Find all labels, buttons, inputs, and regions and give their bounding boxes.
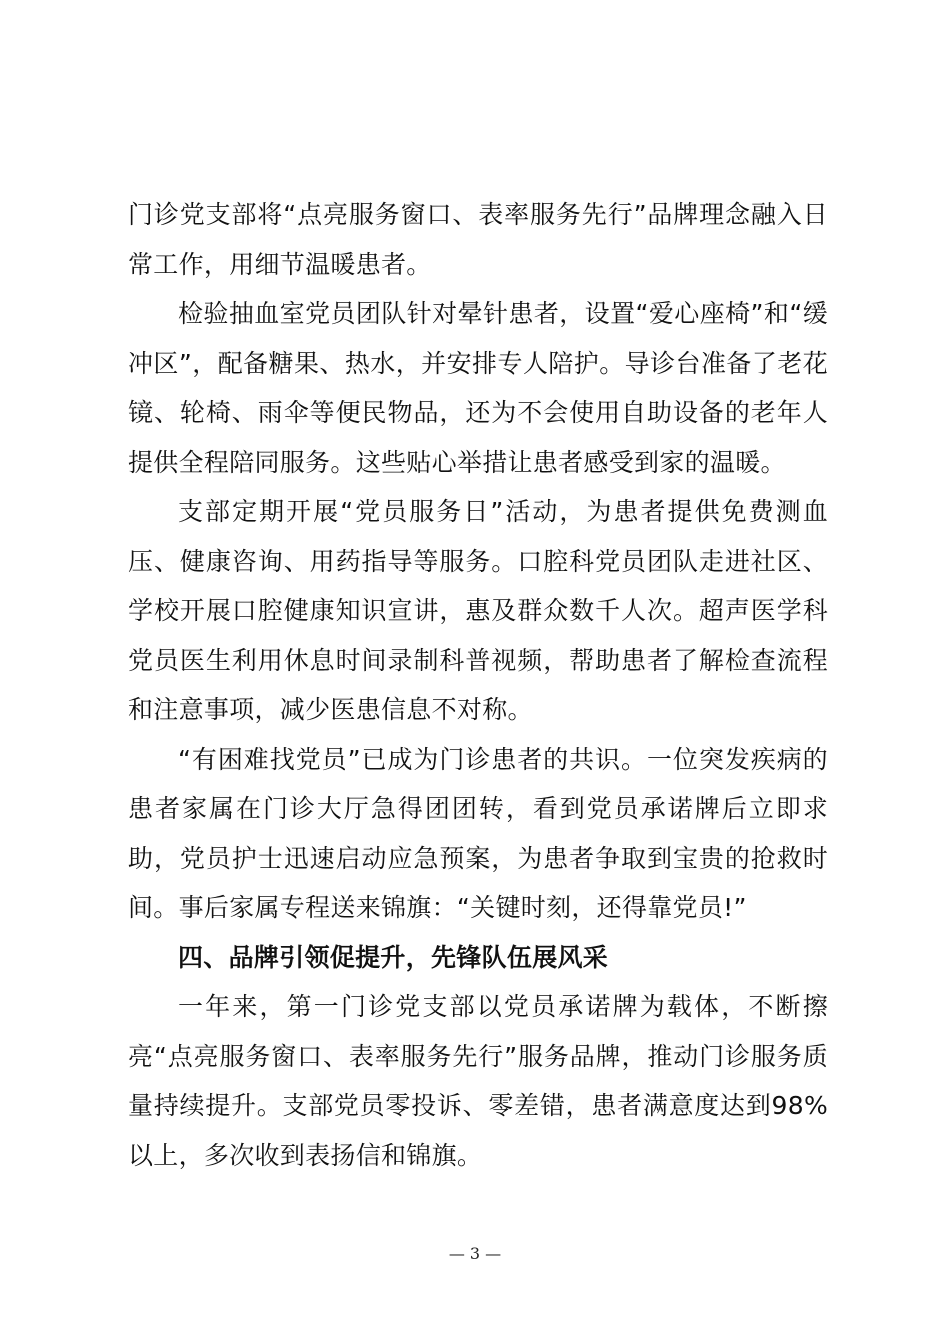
paragraph-emergency-story: “有困难找党员”已成为门诊患者的共识。一位突发疾病的患者家属在门诊大厅急得团团转，看到党员承诺牌后立即求助，党员护士迅速启动应急预案，为患者争取到宝贵的抢救时间。事后家属专程送来锦旗：“关键时刻，还得靠党员!” (128, 744, 828, 922)
paragraph-continuation: 门诊党支部将“点亮服务窗口、表率服务先行”品牌理念融入日常工作，用细节温暖患者。 (128, 200, 828, 279)
section-heading-four: 四、品牌引领促提升，先锋队伍展风采 (178, 942, 609, 972)
paragraph-blood-draw-room: 检验抽血室党员团队针对晕针患者，设置“爱心座椅”和“缓冲区”，配备糖果、热水，并安排专人陪护。导诊台准备了老花镜、轮椅、雨伞等便民物品，还为不会使用自助设备的老年人提供全程陪同服务。这些贴心举措让患者感受到家的温暖。 (128, 299, 828, 477)
document-body (128, 190, 828, 1180)
paragraph-service-day: 支部定期开展“党员服务日”活动，为患者提供免费测血压、健康咨询、用药指导等服务。口腔科党员团队走进社区、学校开展口腔健康知识宣讲，惠及群众数千人次。超声医学科党员医生利用休息时间录制科普视频，帮助患者了解检查流程和注意事项，减少医患信息不对称。 (128, 497, 828, 724)
paragraph-annual-summary: 一年来，第一门诊党支部以党员承诺牌为载体，不断擦亮“点亮服务窗口、表率服务先行”服务品牌，推动门诊服务质量持续提升。支部党员零投诉、零差错，患者满意度达到98%以上，多次收到表扬信和锦旗。 (128, 992, 828, 1170)
page-number: — 3 — (448, 1244, 502, 1263)
